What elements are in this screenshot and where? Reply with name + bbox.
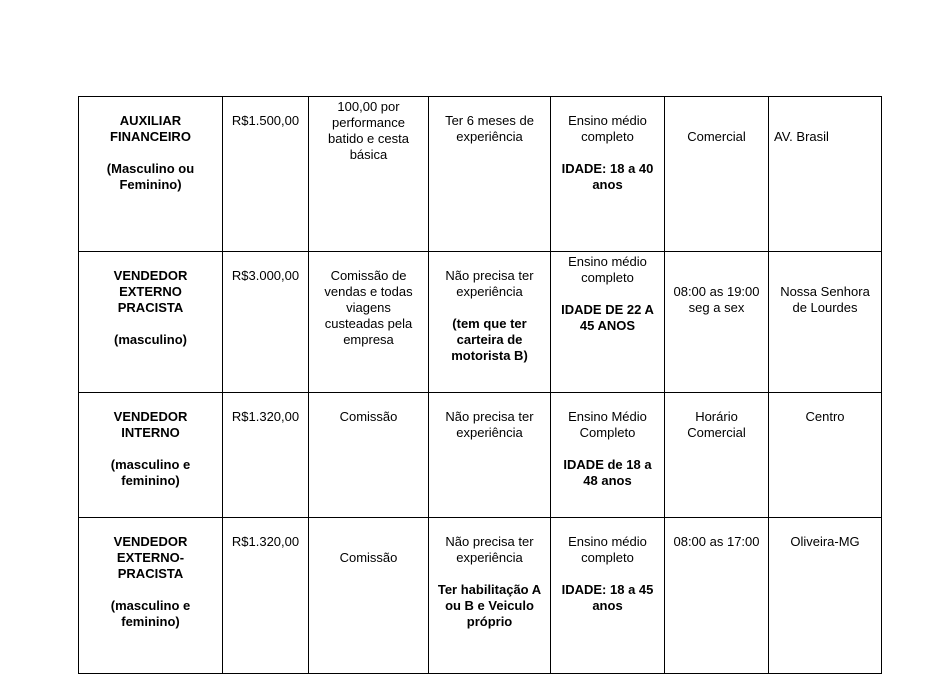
benefits-cell xyxy=(309,97,429,252)
schedule-cell xyxy=(665,97,769,252)
experience-line: Não precisa ter xyxy=(445,268,534,283)
salary-cell xyxy=(223,393,309,518)
experience-line: experiência xyxy=(456,129,523,144)
salary-value: R$1.320,00 xyxy=(231,534,300,549)
benefits-line: básica xyxy=(349,147,388,162)
location-line: de Lourdes xyxy=(792,300,858,315)
job-title-line: PRACISTA xyxy=(117,566,184,581)
benefits-line: Comissão xyxy=(339,550,398,565)
age-line: 48 anos xyxy=(583,473,632,488)
experience-cell xyxy=(429,252,551,393)
benefits-line: 100,00 por xyxy=(337,99,400,114)
benefits-line: Comissão de xyxy=(330,268,407,283)
location-cell xyxy=(769,97,882,252)
experience-cell xyxy=(429,97,551,252)
schedule-cell xyxy=(665,393,769,518)
schedule-line: Comercial xyxy=(687,425,746,440)
gender-line: feminino) xyxy=(121,614,180,629)
experience-line: experiência xyxy=(456,550,523,565)
age-line: IDADE DE 22 A xyxy=(561,302,654,317)
job-title-line: VENDEDOR xyxy=(113,534,188,549)
benefits-cell xyxy=(309,393,429,518)
gender-line: (Masculino ou xyxy=(106,161,195,176)
job-title-cell xyxy=(79,97,223,252)
benefits-line: viagens xyxy=(346,300,391,315)
education-line: Ensino Médio xyxy=(568,409,647,424)
experience-cell xyxy=(429,518,551,674)
salary-cell xyxy=(223,518,309,674)
table-row xyxy=(79,97,882,252)
education-line: Ensino médio xyxy=(568,534,647,549)
education-line: completo xyxy=(581,129,634,144)
age-line: IDADE: 18 a 45 xyxy=(561,582,654,597)
experience-requirement-line: Ter habilitação A xyxy=(437,582,542,597)
job-title-cell xyxy=(79,518,223,674)
experience-line: Não precisa ter xyxy=(445,409,534,424)
age-line: anos xyxy=(592,598,623,613)
age-line: anos xyxy=(592,177,623,192)
job-title-line: AUXILIAR xyxy=(119,113,182,128)
gender-line: feminino) xyxy=(121,473,180,488)
education-cell xyxy=(551,252,665,393)
job-title-line: VENDEDOR xyxy=(113,268,188,283)
benefits-cell xyxy=(309,252,429,393)
benefits-line: Comissão xyxy=(339,409,398,424)
location-cell xyxy=(769,393,882,518)
location-line: Centro xyxy=(805,409,845,424)
job-title-line: FINANCEIRO xyxy=(110,129,191,144)
gender-line: (masculino) xyxy=(114,332,187,347)
schedule-line: 08:00 as 17:00 xyxy=(673,534,760,549)
education-line: Completo xyxy=(579,425,636,440)
benefits-line: empresa xyxy=(343,332,394,347)
experience-requirement-line: ou B e Veiculo xyxy=(445,598,534,613)
gender-line: (masculino e xyxy=(110,598,191,613)
location-line: AV. Brasil xyxy=(774,129,829,144)
schedule-line: seg a sex xyxy=(688,300,745,315)
table-row xyxy=(79,252,882,393)
age-line: 45 ANOS xyxy=(579,318,636,333)
education-cell xyxy=(551,393,665,518)
gender-line: (masculino e xyxy=(110,457,191,472)
salary-value: R$1.320,00 xyxy=(231,409,300,424)
education-line: completo xyxy=(581,550,634,565)
education-cell xyxy=(551,518,665,674)
experience-requirement-line: (tem que ter xyxy=(452,316,527,331)
schedule-cell xyxy=(665,518,769,674)
education-line: Ensino médio xyxy=(568,254,647,269)
job-title-cell xyxy=(79,252,223,393)
job-title-line: EXTERNO xyxy=(119,284,182,299)
age-line: IDADE de 18 a xyxy=(563,457,652,472)
benefits-line: batido e cesta xyxy=(328,131,409,146)
schedule-line: Horário xyxy=(695,409,738,424)
education-line: completo xyxy=(581,270,634,285)
location-line: Nossa Senhora xyxy=(780,284,870,299)
experience-requirement-line: próprio xyxy=(466,614,513,629)
benefits-cell xyxy=(309,518,429,674)
table-row xyxy=(79,393,882,518)
job-openings-table xyxy=(78,96,882,674)
education-line: Ensino médio xyxy=(568,113,647,128)
job-title-line: VENDEDOR xyxy=(113,409,188,424)
benefits-line: vendas e todas xyxy=(324,284,413,299)
experience-line: experiência xyxy=(456,284,523,299)
experience-line: Ter 6 meses de xyxy=(445,113,534,128)
job-title-line: EXTERNO- xyxy=(116,550,185,565)
experience-line: experiência xyxy=(456,425,523,440)
salary-cell xyxy=(223,252,309,393)
gender-line: Feminino) xyxy=(119,177,182,192)
job-title-line: PRACISTA xyxy=(117,300,184,315)
location-cell xyxy=(769,252,882,393)
benefits-line: performance xyxy=(332,115,405,130)
table-row xyxy=(79,518,882,674)
experience-line: Não precisa ter xyxy=(445,534,534,549)
benefits-line: custeadas pela xyxy=(324,316,413,331)
location-cell xyxy=(769,518,882,674)
schedule-line: Comercial xyxy=(687,129,746,144)
job-title-cell xyxy=(79,393,223,518)
location-line: Oliveira-MG xyxy=(790,534,860,549)
education-cell xyxy=(551,97,665,252)
salary-value: R$3.000,00 xyxy=(231,268,300,283)
salary-value: R$1.500,00 xyxy=(231,113,300,128)
experience-requirement-line: carteira de xyxy=(456,332,523,347)
schedule-cell xyxy=(665,252,769,393)
experience-cell xyxy=(429,393,551,518)
schedule-line: 08:00 as 19:00 xyxy=(673,284,760,299)
experience-requirement-line: motorista B) xyxy=(451,348,528,363)
job-title-line: INTERNO xyxy=(121,425,180,440)
salary-cell xyxy=(223,97,309,252)
age-line: IDADE: 18 a 40 xyxy=(561,161,654,176)
